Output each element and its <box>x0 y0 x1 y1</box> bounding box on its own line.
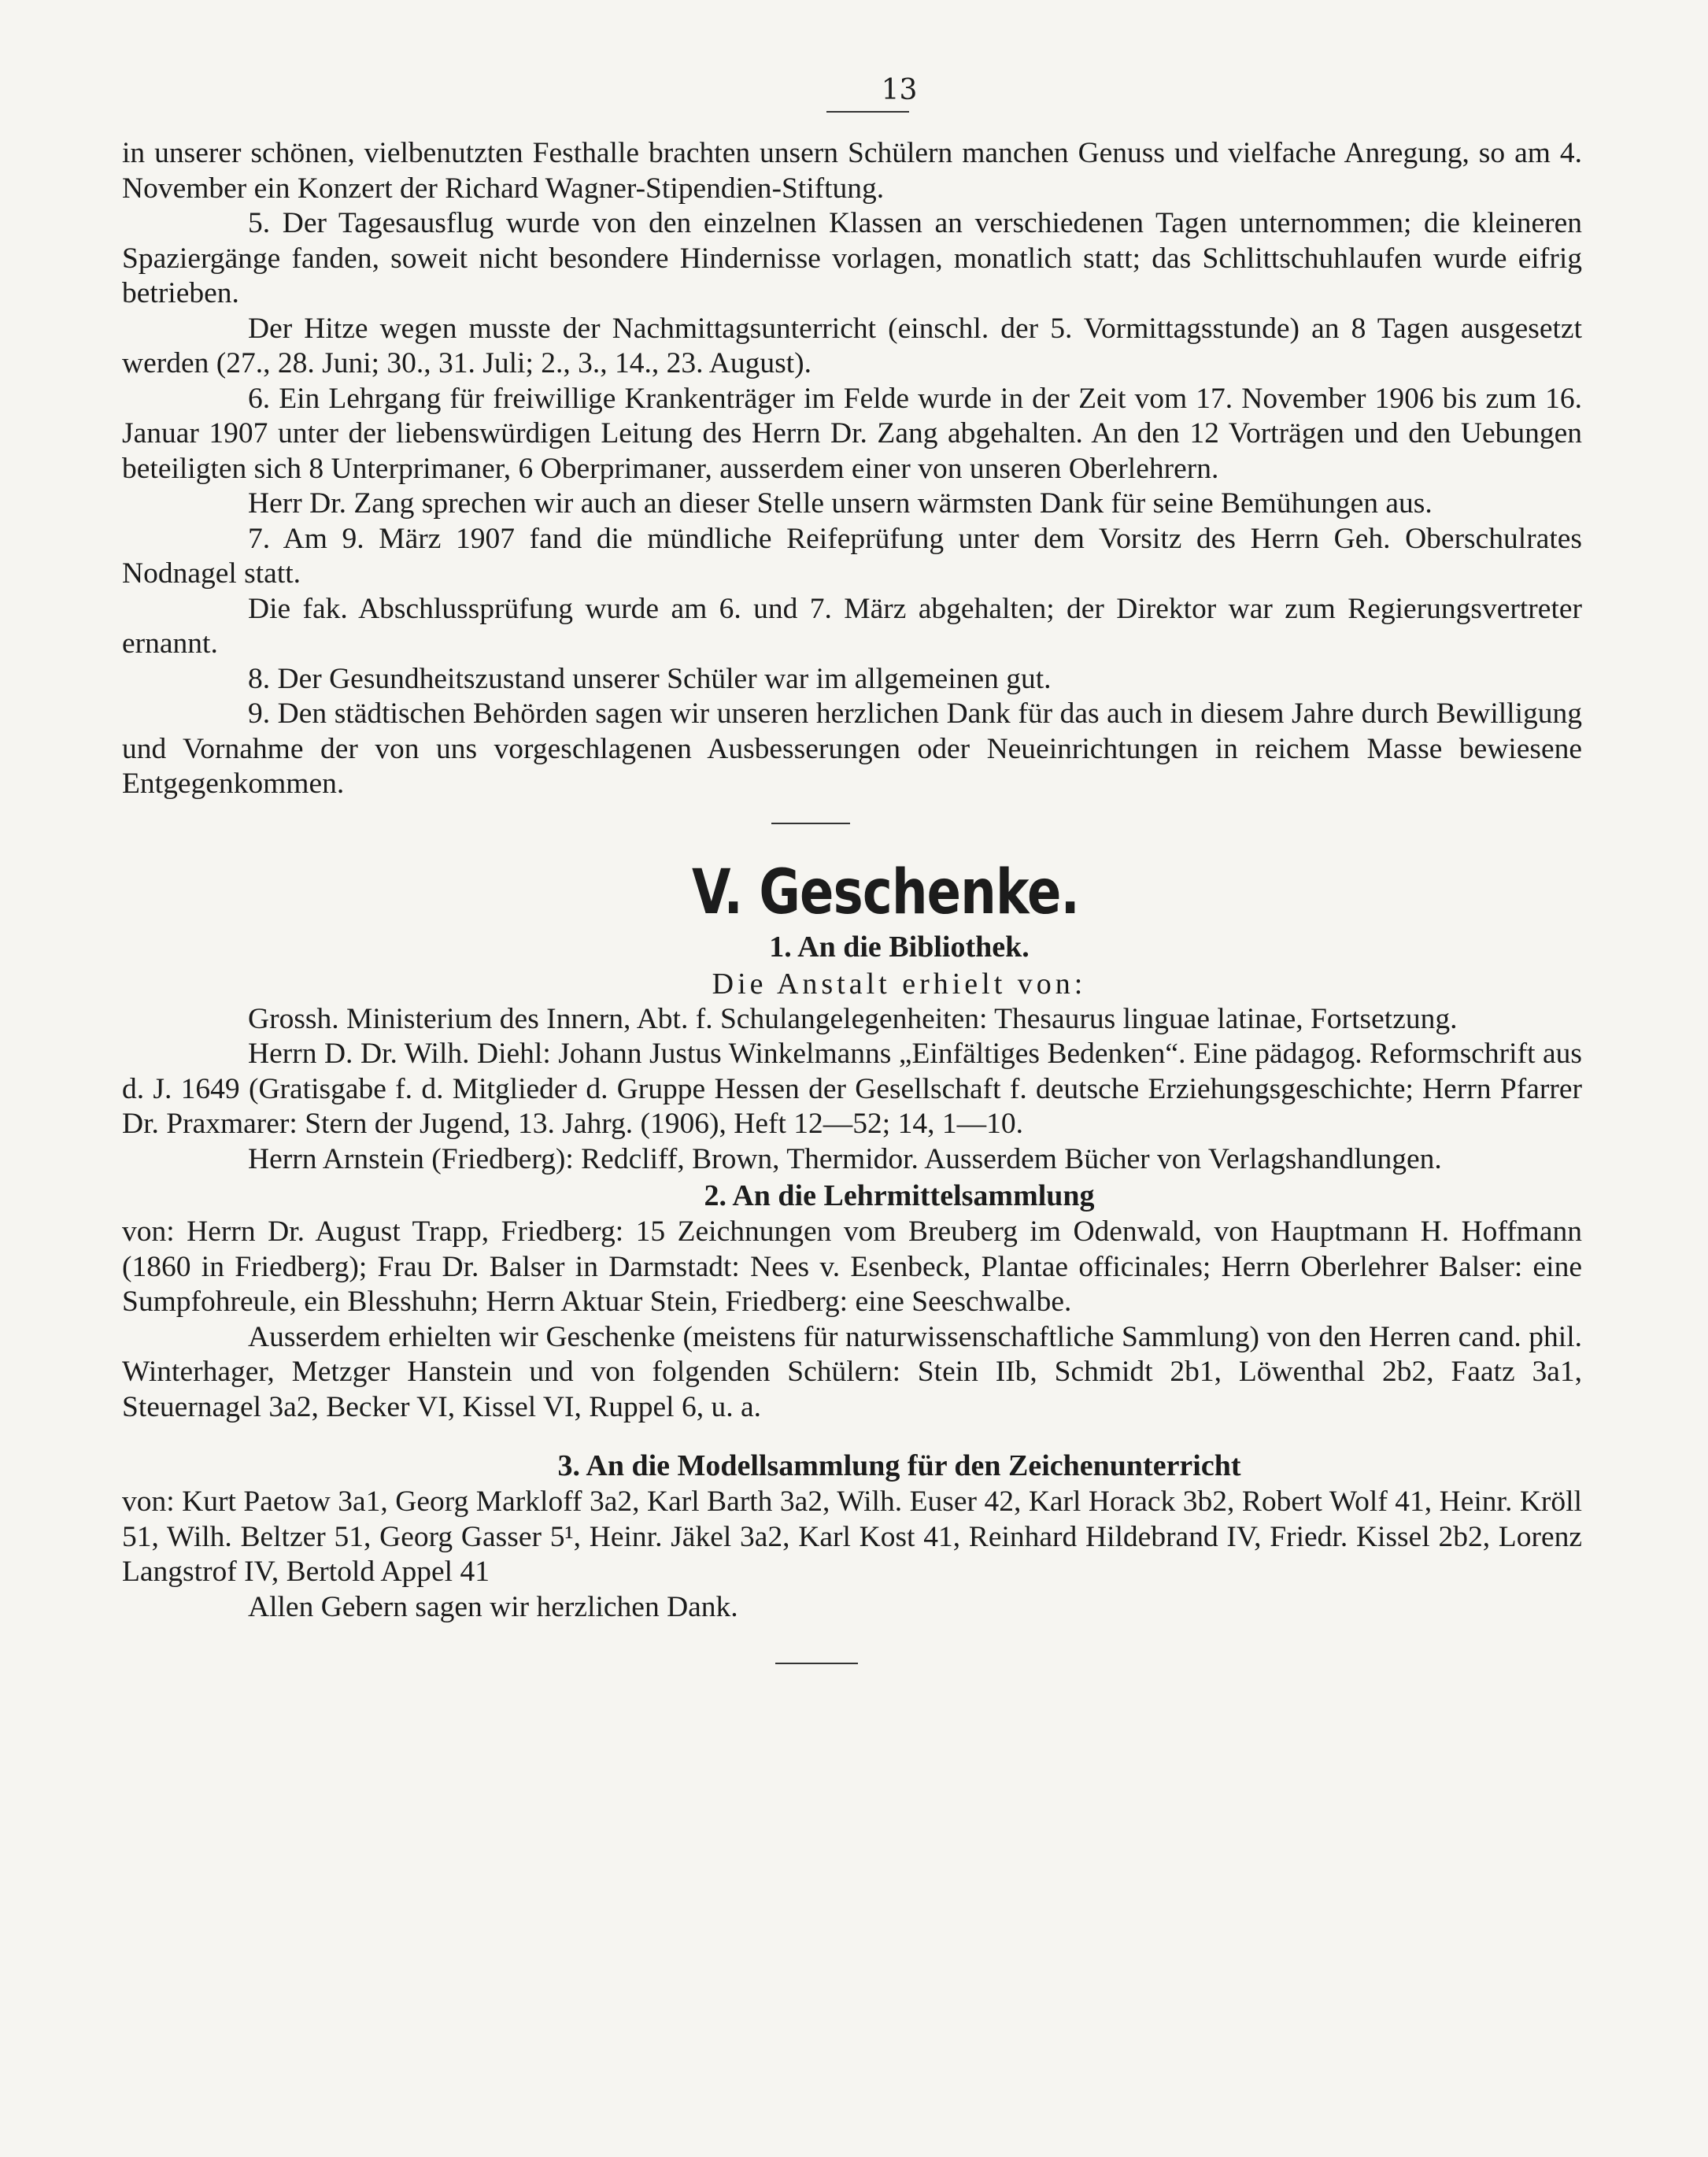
teaching-aids-heading: 2. An die Lehrmittelsammlung <box>704 1179 1095 1212</box>
model-collection-section <box>122 1485 1582 1625</box>
library-section <box>122 1002 1582 1178</box>
paragraph: Die fak. Abschlussprüfung wurde am 6. und 7. März abgehalten; der Direktor war zum Regierungsvertreter ernannt. <box>122 592 1582 660</box>
library-heading: 1. An die Bibliothek. <box>769 930 1030 964</box>
paragraph: 5. Der Tagesausflug wurde von den einzelnen Klassen an verschiedenen Tagen unternommen; die kleineren Spaziergänge fanden, soweit nicht besondere Hindernisse vorlagen, monatlich statt; das Schlittschuhlaufen wurde eifrig betrieben. <box>122 207 1582 309</box>
paragraph: Der Hitze wegen musste der Nachmittagsunterricht (einschl. der 5. Vormittagsstunde) an 8 Tagen ausgesetzt werden (27., 28. Juni; 30., 31. Juli; 2., 3., 14., 23. August). <box>122 312 1582 379</box>
section-divider <box>771 823 850 824</box>
paragraph: von: Kurt Paetow 3a1, Georg Markloff 3a2, Karl Barth 3a2, Wilh. Euser 42, Karl Horack 3b2, Robert Wolf 41, Heinr. Kröll 51, Wilh. Beltzer 51, Georg Gasser 5¹, Heinr. Jäkel 3a2, Karl Kost 41, Reinhard Hildebrand IV, Friedr. Kissel 2b2, Lorenz Langstrof IV, Bertold Appel 41 <box>122 1485 1582 1588</box>
top-rule <box>826 111 909 113</box>
paragraph: von: Herrn Dr. August Trapp, Friedberg: 15 Zeichnungen vom Breuberg im Odenwald, von Hauptmann H. Hoffmann (1860 in Friedberg); Frau Dr. Balser in Darmstadt: Nees v. Esenbeck, Plantae officinales; Herrn Oberlehrer Balser: eine Sumpfohreule, ein Blesshuhn; Herrn Aktuar Stein, Friedberg: eine Seeschwalbe. <box>122 1215 1582 1318</box>
paragraph: 7. Am 9. März 1907 fand die mündliche Reifeprüfung unter dem Vorsitz des Herrn Geh. Oberschulrates Nodnagel statt. <box>122 522 1582 590</box>
paragraph: Allen Gebern sagen wir herzlichen Dank. <box>248 1590 738 1623</box>
intro-section <box>122 136 1582 802</box>
paragraph: 9. Den städtischen Behörden sagen wir unseren herzlichen Dank für das auch in diesem Jahre durch Bewilligung und Vornahme der von uns vorgeschlagenen Ausbesserungen oder Neueinrichtungen in reichem Masse bewiesene Entgegenkommen. <box>122 697 1582 800</box>
model-collection-heading: 3. An die Modellsammlung für den Zeichenunterricht <box>557 1449 1241 1482</box>
paragraph: in unserer schönen, vielbenutzten Festhalle brachten unsern Schülern manchen Genuss und vielfache Anregung, so am 4. November ein Konzert der Richard Wagner-Stipendien-Stiftung. <box>122 137 1582 205</box>
document-page <box>122 75 1582 1664</box>
section-title: V. Geschenke. <box>692 857 1079 928</box>
end-rule <box>775 1663 858 1664</box>
paragraph: Herrn Arnstein (Friedberg): Redcliff, Brown, Thermidor. Ausserdem Bücher von Verlagshandlungen. <box>248 1142 1442 1175</box>
paragraph: Herrn D. Dr. Wilh. Diehl: Johann Justus Winkelmanns „Einfältiges Bedenken“. Eine pädagog. Reformschrift aus d. J. 1649 (Gratisgabe f. d. Mitglieder d. Gruppe Hessen der Gesellschaft f. deutsche Erziehungsgeschichte; Herrn Pfarrer Dr. Praxmarer: Stern der Jugend, 13. Jahrg. (1906), Heft 12—52; 14, 1—10. <box>122 1038 1582 1140</box>
paragraph: Ausserdem erhielten wir Geschenke (meistens für naturwissenschaftliche Sammlung) von den Herren cand. phil. Winterhager, Metzger Hanstein und von folgenden Schülern: Stein IIb, Schmidt 2b1, Löwenthal 2b2, Faatz 3a1, Steuernagel 3a2, Becker VI, Kissel VI, Ruppel 6, u. a. <box>122 1320 1582 1423</box>
teaching-aids-section <box>122 1215 1582 1425</box>
paragraph: 6. Ein Lehrgang für freiwillige Krankenträger im Felde wurde in der Zeit vom 17. November 1906 bis zum 16. Januar 1907 unter der liebenswürdigen Leitung des Herrn Dr. Zang abgehalten. An den 12 Vorträgen und den Uebungen beteiligten sich 8 Unterprimaner, 6 Oberprimaner, ausserdem einer von unseren Oberlehrern. <box>122 382 1582 485</box>
paragraph: Grossh. Ministerium des Innern, Abt. f. Schulangelegenheiten: Thesaurus linguae latinae, Fortsetzung. <box>248 1002 1458 1035</box>
paragraph: Herr Dr. Zang sprechen wir auch an dieser Stelle unsern wärmsten Dank für seine Bemühungen aus. <box>248 487 1433 520</box>
library-intro: Die Anstalt erhielt von: <box>712 967 1087 1001</box>
paragraph: 8. Der Gesundheitszustand unserer Schüler war im allgemeinen gut. <box>248 662 1052 695</box>
page-number: 13 <box>881 74 918 106</box>
